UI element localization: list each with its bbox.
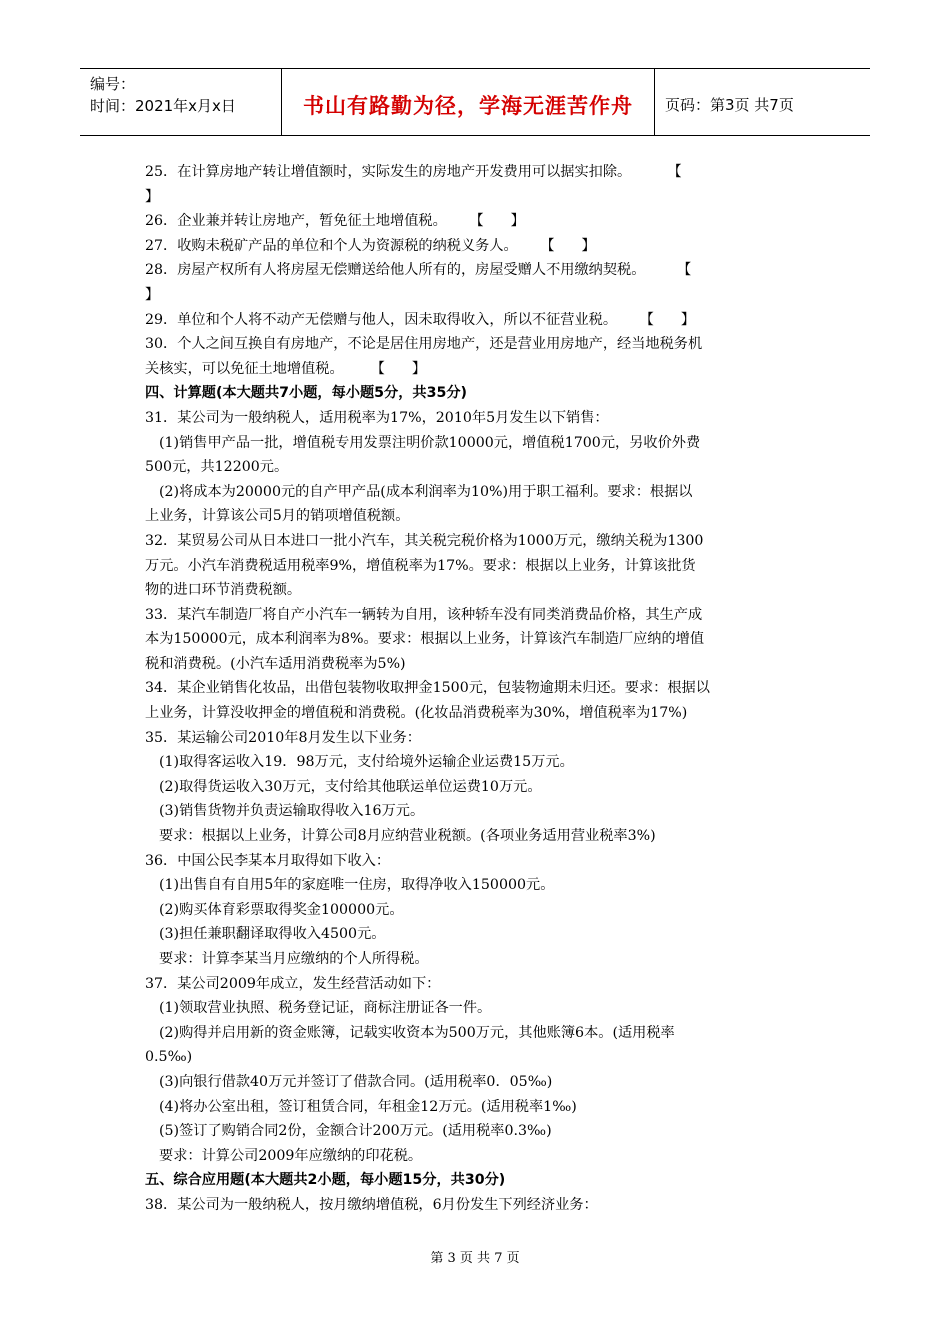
text-line: 32．某贸易公司从日本进口一批小汽车，其关税完税价格为1000万元，缴纳关税为1300 bbox=[145, 532, 704, 549]
text-line: (4)将办公室出租，签订租赁合同，年租金12万元。(适用税率1‰) bbox=[159, 1098, 577, 1115]
text-line: 26．企业兼并转让房地产，暂免征土地增值税。 【 】 bbox=[145, 213, 525, 230]
text-line: (2)将成本为20000元的自产甲产品(成本利润率为10%)用于职工福利。要求：根据以 bbox=[159, 483, 693, 500]
text-line: (2)购得并启用新的资金账簿，记载实收资本为500万元，其他账簿6本。(适用税率 bbox=[159, 1024, 675, 1041]
page-footer: 第 3 页 共 7 页 bbox=[430, 1251, 520, 1266]
header-meta bbox=[80, 69, 282, 135]
text-line: 27．收购未税矿产品的单位和个人为资源税的纳税义务人。 【 】 bbox=[145, 237, 596, 254]
text-line: 】 bbox=[145, 188, 160, 205]
text-line: (1)取得客运收入19．98万元，支付给境外运输企业运费15万元。 bbox=[159, 754, 574, 771]
section-heading: 五、综合应用题(本大题共2小题，每小题15分，共30分) bbox=[145, 1172, 506, 1189]
text-line: (2)购买体育彩票取得奖金100000元。 bbox=[159, 901, 404, 918]
text-line: 税和消费税。(小汽车适用消费税率为5%) bbox=[145, 655, 406, 672]
number-label: 编号： bbox=[90, 75, 136, 93]
text-line: (2)取得货运收入30万元，支付给其他联运单位运费10万元。 bbox=[159, 778, 542, 795]
text-line: 0.5‰) bbox=[145, 1049, 193, 1066]
text-line: 关核实，可以免征土地增值税。 【 】 bbox=[145, 360, 427, 377]
text-line: (1)出售自有自用5年的家庭唯一住房，取得净收入150000元。 bbox=[159, 877, 555, 894]
text-line: 上业务，计算该公司5月的销项增值税额。 bbox=[145, 508, 410, 525]
text-line: 34．某企业销售化妆品，出借包装物收取押金1500元，包装物逾期未归还。要求：根据以 bbox=[145, 680, 710, 697]
text-line: 30．个人之间互换自有房地产，不论是居住用房地产，还是营业用房地产，经当地税务机 bbox=[145, 336, 703, 353]
text-line: 33．某汽车制造厂将自产小汽车一辆转为自用，该种轿车没有同类消费品价格，其生产成 bbox=[145, 606, 703, 623]
text-line: 500元，共12200元。 bbox=[145, 459, 289, 476]
text-line: 31．某公司为一般纳税人，适用税率为17%，2010年5月发生以下销售： bbox=[145, 409, 609, 426]
text-line: 上业务，计算没收押金的增值税和消费税。(化妆品消费税率为30%，增值税率为17%) bbox=[145, 705, 688, 722]
text-line: (1)领取营业执照、税务登记证，商标注册证各一件。 bbox=[159, 1000, 492, 1017]
text-line: 】 bbox=[145, 286, 160, 303]
text-line: (1)销售甲产品一批，增值税专用发票注明价款10000元，增值税1700元，另收价外费 bbox=[159, 434, 701, 451]
section-heading: 四、计算题(本大题共7小题，每小题5分，共35分) bbox=[145, 385, 468, 402]
text-line: (3)向银行借款40万元并签订了借款合同。(适用税率0．05‰) bbox=[159, 1073, 553, 1090]
text-line: (3)担任兼职翻译取得收入4500元。 bbox=[159, 926, 386, 943]
text-line: 38．某公司为一般纳税人，按月缴纳增值税，6月份发生下列经济业务： bbox=[145, 1196, 598, 1213]
text-line: 万元。小汽车消费税适用税率9%，增值税率为17%。要求：根据以上业务，计算该批货 bbox=[145, 557, 696, 574]
text-line: (5)签订了购销合同2份，金额合计200万元。(适用税率0.3‰) bbox=[159, 1123, 552, 1140]
text-line: 37．某公司2009年成立，发生经营活动如下： bbox=[145, 975, 441, 992]
text-line: 25．在计算房地产转让增值额时，实际发生的房地产开发费用可以据实扣除。 【 bbox=[145, 164, 682, 180]
text-line: (3)销售货物并负责运输取得收入16万元。 bbox=[159, 803, 425, 820]
date-label: 时间：2021年x月x日 bbox=[90, 97, 236, 115]
text-line: 要求：根据以上业务，计算公司8月应纳营业税额。(各项业务适用营业税率3%) bbox=[159, 828, 656, 845]
text-line: 本为150000元，成本利润率为8%。要求：根据以上业务，计算该汽车制造厂应纳的增值 bbox=[145, 631, 705, 648]
text-line: 36．中国公民李某本月取得如下收入： bbox=[145, 852, 391, 869]
text-line: 29．单位和个人将不动产无偿赠与他人，因未取得收入，所以不征营业税。 【 】 bbox=[145, 311, 696, 328]
text-line: 35．某运输公司2010年8月发生以下业务： bbox=[145, 729, 421, 746]
page-header bbox=[80, 68, 870, 136]
header-motto: 书山有路勤为径，学海无涯苦作舟 bbox=[282, 69, 655, 135]
text-line: 物的进口环节消费税额。 bbox=[145, 582, 302, 599]
document-body bbox=[145, 160, 813, 1218]
text-line: 要求：计算公司2009年应缴纳的印花税。 bbox=[159, 1147, 423, 1164]
text-line: 要求：计算李某当月应缴纳的个人所得税。 bbox=[159, 951, 429, 967]
text-line: 28．房屋产权所有人将房屋无偿赠送给他人所有的，房屋受赠人不用缴纳契税。 【 bbox=[145, 262, 692, 279]
header-page-info: 页码：第3页 共7页 bbox=[665, 95, 794, 114]
